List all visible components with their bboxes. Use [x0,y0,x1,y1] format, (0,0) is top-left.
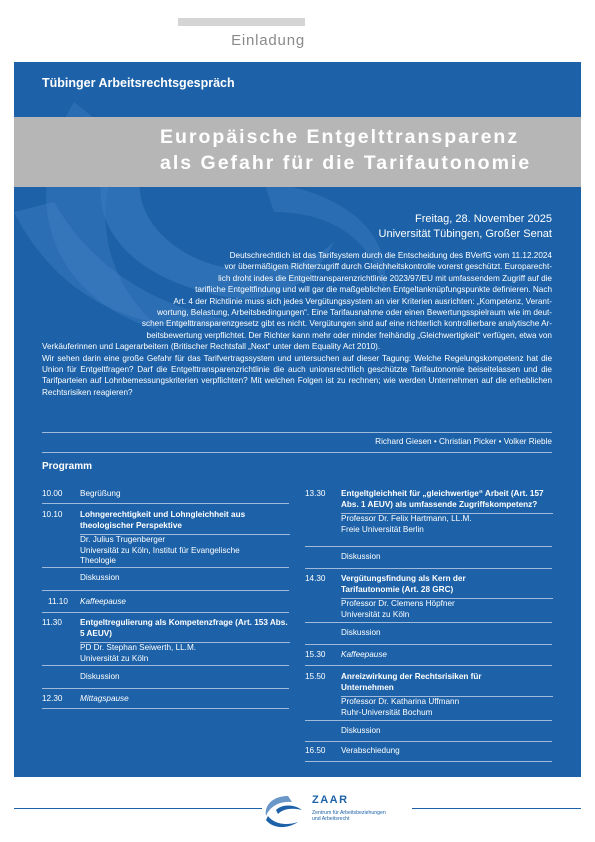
speaker-name: Professor Dr. Katharina Uffmann [341,697,460,706]
intro-line: Verkäuferinnen und Lagerarbeitern (Britischer Rechtsfall „Next“ unter dem Equality Act 2010). [42,342,381,352]
divider [305,644,552,645]
intro-line: Art. 4 der Richtlinie muss sich jedes Vergütungssystem an vier Kriterien ausrichten: „Kompetenz, Verant- [173,296,552,306]
footer-line-left [14,808,262,809]
event-title [160,124,531,176]
divider [42,432,552,433]
logo-subtitle-line2: und Arbeitsrecht [312,816,350,823]
divider [305,546,552,547]
program-item-title: Lohngerechtigkeit und Lohngleichheit aus theologischer Perspektive [80,510,246,530]
divider [42,590,289,591]
speaker-name: PD Dr. Stephan Seiwerth, LL.M. [80,643,197,652]
intro-paragraph-1 [42,250,552,353]
program-time: 11.10 [48,597,68,606]
program-time: 16.50 [305,746,326,755]
divider [42,665,289,666]
event-title-line1: Europäische Entgelttransparenz [160,126,520,148]
header-bar [178,18,305,26]
series-title: Tübinger Arbeitsrechtsgespräch [42,76,235,90]
program-session [80,618,290,664]
logo-text: ZAAR [312,794,349,806]
divider [42,567,289,568]
divider [42,708,289,709]
program-time: 10.00 [42,489,63,498]
divider [305,761,552,762]
intro-line: schen Entgelttransparenzgesetz gibt es nicht. Vergütungen sind auf eine richterlich kontrollierbare analytische Ar- [141,319,552,329]
divider [42,688,289,689]
program-item-title: Verabschiedung [341,746,400,755]
event-date-venue [379,212,552,242]
intro-line: Deutschrechtlich ist das Tarifsystem durch die Entscheidung des BVerfG vom 11.12.2024 [229,251,552,260]
speaker-name: Dr. Julius Trugenberger [80,535,166,544]
invitation-label: Einladung [231,32,305,49]
logo-subtitle-line1: Zentrum für Arbeitsbeziehungen [312,810,386,816]
speaker-affiliation: Universität zu Köln [80,653,149,663]
footer-line-right [412,808,581,809]
divider [42,612,289,613]
program-heading: Programm [42,461,93,472]
program-item-title: Entgeltgleichheit für „gleichwertige“ Arbeit (Art. 157 Abs. 1 AEUV) als umfassende Zugriffskompetenz? [341,489,544,509]
divider [305,665,552,666]
intro-line: tarifliche Entgeltfindung und will gar die maßgeblichen Entgeltanknüpfungspunkte definieren. Nach [195,285,552,295]
program-item-title: Entgeltregulierung als Kompetenzfrage (Art. 153 Abs. 5 AEUV) [80,618,288,638]
discussion-label: Diskussion [80,573,120,582]
divider [305,568,552,569]
speaker-name: Professor Dr. Felix Hartmann, LL.M. [341,514,472,523]
discussion-label: Diskussion [80,672,120,681]
speaker-affiliation: Ruhr-Universität Bochum [341,707,433,717]
divider [42,503,289,504]
program-item-title: Begrüßung [80,489,121,498]
program-item-title: Kaffeepause [80,597,126,606]
program-item-title: Mittagspause [80,694,129,703]
discussion-label: Diskussion [341,552,381,561]
program-time: 12.30 [42,694,63,703]
event-title-line2: als Gefahr für die Tarifautonomie [160,152,532,174]
logo-subtitle [312,810,386,823]
speaker-affiliation: Freie Universität Berlin [341,524,424,534]
speaker-affiliation: Universität zu Köln, Institut für Evangelische Theologie [80,545,240,565]
program-time: 15.50 [305,672,326,681]
divider [42,452,552,453]
divider [305,741,552,742]
intro-line: lich droht indes die Entgelttransparenzrichtlinie 2023/97/EU mit umfassendem Zugriff auf die [218,273,552,283]
program-item-title: Vergütungsfindung als Kern der Tarifautonomie (Art. 28 GRC) [341,574,466,594]
speaker-affiliation: Universität zu Köln [341,609,410,619]
program-time: 13.30 [305,489,326,498]
organizers: Richard Giesen • Christian Picker • Volker Rieble [375,437,552,446]
program-session [341,672,553,718]
divider [305,720,552,721]
discussion-label: Diskussion [341,726,381,735]
divider [305,622,552,623]
speaker-name: Professor Dr. Clemens Höpfner [341,599,455,608]
program-session [80,510,290,567]
intro-text [42,250,552,398]
program-time: 10.10 [42,510,63,519]
intro-line: beitsbewertung verpflichtet. Der Richter kann mehr oder minder freihändig „Gleichwertigkeit“ verfügen, etwa von [146,330,552,340]
program-session [341,489,553,535]
intro-line: vor übermäßigem Richterzugriff durch Gleichheitskontrolle vorerst geschützt. Europarecht- [224,262,552,272]
event-date: Freitag, 28. November 2025 [415,213,552,225]
zaar-logo-icon [258,792,310,832]
program-time: 14.30 [305,574,326,583]
intro-paragraph-2: Wir sehen darin eine große Gefahr für das Tarifvertragssystem und untersuchen auf dieser Tagung: Welche Regelungskompetenz hat die Union für Entgeltfragen? Darf die Entgelttransparenzrichtlinie die auch unionsrechtlich geschützte Tarifautonomie beiseitelassen und die Tarifparteien auf Lohnbemessungskriterien verpflichten? Mit welchen Folgen ist zu rechnen; wie werden Unternehmen auf die erheblichen Rechtsrisiken reagieren? [42,353,552,397]
program-session [341,574,553,620]
program-time: 15.30 [305,650,326,659]
program-item-title: Kaffeepause [341,650,387,659]
intro-line: wortung, Belastung, Arbeitsbedingungen“. Eine Tarifausnahme oder einen Bewertungsspielraum wie im deut- [157,308,552,318]
event-venue: Universität Tübingen, Großer Senat [378,228,552,240]
discussion-label: Diskussion [341,628,381,637]
program-item-title: Anreizwirkung der Rechtsrisiken für Unternehmen [341,672,482,692]
program-time: 11.30 [42,618,62,627]
